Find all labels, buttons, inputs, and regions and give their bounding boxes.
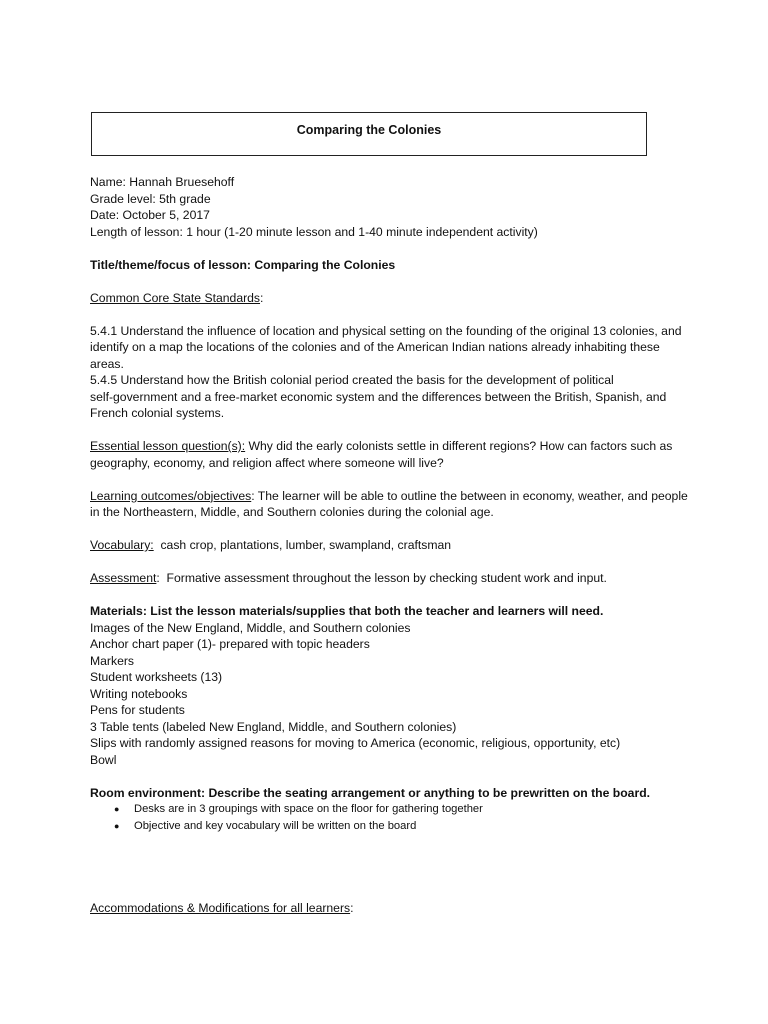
standard-541-line: identify on a map the locations of the colonies and of the American Indian nations already inhabiting these bbox=[90, 340, 660, 354]
materials-item: Markers bbox=[90, 653, 135, 668]
materials-item: Anchor chart paper (1)- prepared with topic headers bbox=[90, 637, 370, 651]
bullet-text: Desks are in 3 groupings with space on the floor for gathering together bbox=[134, 803, 483, 815]
learning-outcomes-label: Learning outcomes/objectives bbox=[90, 488, 252, 503]
standard-545-line: French colonial systems. bbox=[90, 406, 225, 420]
essential-question-text-2: geography, economy, and religion affect where someone will live? bbox=[90, 455, 444, 470]
bullet-icon: ● bbox=[114, 820, 120, 831]
bullet-item bbox=[90, 818, 670, 835]
learning-outcomes bbox=[90, 488, 688, 521]
vocabulary bbox=[90, 537, 670, 554]
essential-question bbox=[90, 438, 673, 471]
learning-outcomes-text: : The learner will be able to outline the between in economy, weather, and people bbox=[251, 488, 688, 503]
standard-541 bbox=[90, 323, 682, 373]
materials-item: Student worksheets (13) bbox=[90, 670, 223, 684]
assessment-label: Assessment bbox=[90, 571, 157, 585]
standard-545-line: self-government and a free-market economic system and the differences between the British, Spanish, and bbox=[90, 389, 667, 404]
materials-item: 3 Table tents (labeled New England, Middle, and Southern colonies) bbox=[90, 719, 457, 734]
grade-line: Grade level: 5th grade bbox=[90, 191, 211, 206]
learning-outcomes-text-2: in the Northeastern, Middle, and Southern colonies during the colonial age. bbox=[90, 505, 494, 519]
materials-item: Writing notebooks bbox=[90, 686, 188, 701]
focus-line: Title/theme/focus of lesson: Comparing the Colonies bbox=[90, 257, 396, 272]
vocabulary-label: Vocabulary: bbox=[90, 538, 154, 552]
standards-heading-label: Common Core State Standards bbox=[90, 290, 261, 305]
document-body bbox=[90, 174, 688, 917]
standard-545 bbox=[90, 372, 670, 422]
standard-541-line: areas. bbox=[90, 356, 124, 371]
bullet-item bbox=[90, 801, 670, 818]
vocabulary-text: cash crop, plantations, lumber, swampland, craftsman bbox=[153, 538, 452, 552]
assessment-text: : Formative assessment throughout the lesson by checking student work and input. bbox=[156, 571, 607, 585]
materials-item: Slips with randomly assigned reasons for moving to America (economic, religious, opportunity, etc) bbox=[90, 736, 621, 750]
room-environment-list bbox=[90, 801, 670, 834]
name-line: Name: Hannah Bruesehoff bbox=[90, 175, 235, 189]
accommodations-heading-colon: : bbox=[350, 901, 354, 915]
document-title: Comparing the Colonies bbox=[296, 123, 442, 137]
materials-heading: Materials: List the lesson materials/supplies that both the teacher and learners will need. bbox=[90, 604, 604, 618]
standard-541-line: 5.4.1 Understand the influence of location and physical setting on the founding of the original 13 colonies, and bbox=[90, 323, 682, 338]
bullet-icon: ● bbox=[114, 804, 120, 814]
materials-item: Images of the New England, Middle, and Southern colonies bbox=[90, 620, 411, 635]
standard-545-line: 5.4.5 Understand how the British colonial period created the basis for the development of political bbox=[90, 373, 614, 387]
essential-question-text: Why did the early colonists settle in different regions? How can factors such as bbox=[245, 439, 673, 453]
standards-heading bbox=[90, 290, 670, 307]
materials-list bbox=[90, 620, 670, 769]
assessment bbox=[90, 570, 670, 587]
bullet-text: Objective and key vocabulary will be written on the board bbox=[134, 819, 417, 832]
standards-heading-colon: : bbox=[260, 290, 264, 305]
title-box bbox=[91, 112, 647, 156]
room-environment-heading: Room environment: Describe the seating arrangement or anything to be prewritten on the board. bbox=[90, 785, 651, 800]
accommodations-heading-label: Accommodations & Modifications for all learners bbox=[90, 901, 351, 915]
materials-item: Pens for students bbox=[90, 703, 185, 717]
date-line: Date: October 5, 2017 bbox=[90, 208, 210, 222]
materials-item: Bowl bbox=[90, 752, 117, 767]
length-line: Length of lesson: 1 hour (1-20 minute lesson and 1-40 minute independent activity) bbox=[90, 224, 538, 239]
essential-question-label: Essential lesson question(s): bbox=[90, 439, 246, 453]
accommodations-heading bbox=[90, 900, 670, 917]
